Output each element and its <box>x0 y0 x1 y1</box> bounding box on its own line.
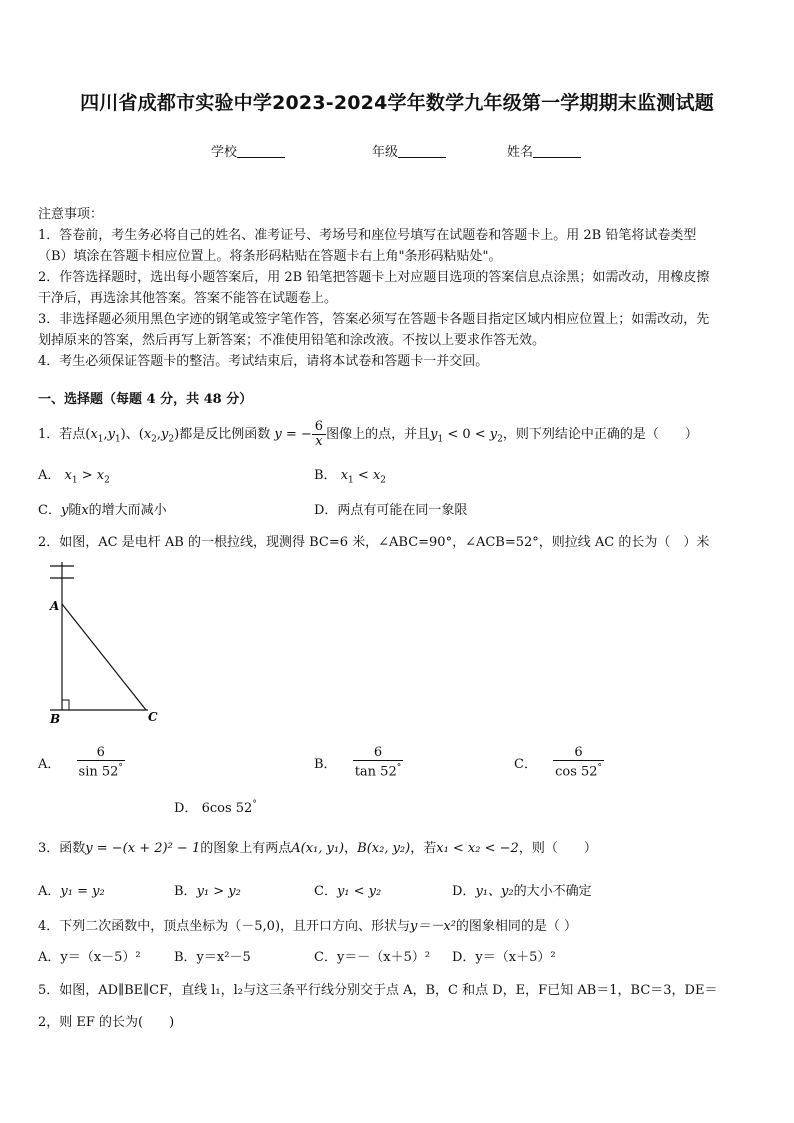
q1-fraction: $\frac{6}{x}$ <box>312 420 326 449</box>
name-label: 姓名 <box>507 145 534 160</box>
question-2: 2．如图，AC 是电杆 AB 的一根拉线，现测得 BC=6 米，∠ABC=90°，∠ACB=52°，则拉线 AC 的长为（ ）米 <box>38 535 710 550</box>
school-blank[interactable] <box>237 144 285 158</box>
q3-option-a[interactable]: A．y₁ = y₂ <box>38 884 105 899</box>
question-3: 3．函数y = −(x + 2)² − 1的图象上有两点A(x₁, y₁)，B(x₂, y₂)，若x₁ < x₂ < −2，则（ ） <box>38 841 597 856</box>
q2-option-c[interactable]: C． $\frac{6}{\cos 52^\circ}$ <box>514 745 603 780</box>
q1-tail: ，则下列结论中正确的是（ ） <box>502 427 698 442</box>
note-2a: 2．作答选择题时，选出每小题答案后，用 2B 铅笔把答题卡上对应题目选项的答案信息点涂黑；如需改动，用橡皮擦 <box>38 270 710 285</box>
q4-option-c[interactable]: C．y＝－（x＋5）² <box>314 950 431 965</box>
q1-option-c[interactable]: C．y随x的增大而减小 <box>38 503 167 518</box>
question-5-line-2: 2，则 EF 的长为( ) <box>38 1015 175 1030</box>
label-a: A <box>50 599 60 613</box>
page-title: 四川省成都市实验中学2023-2024学年数学九年级第一学期期末监测试题 <box>80 92 714 114</box>
q4-function: y＝－x² <box>410 919 456 934</box>
q3-option-d[interactable]: D．y₁、y₂的大小不确定 <box>452 884 592 899</box>
q1-func-y: y <box>274 427 282 442</box>
label-b: B <box>50 712 61 726</box>
q1-pre: 1．若点 <box>38 427 86 442</box>
q1-mid: 都是反比例函数 <box>179 427 271 442</box>
note-1b: （B）填涂在答题卡相应位置上。将条形码粘贴在答题卡右上角"条形码粘贴处"。 <box>38 249 502 264</box>
guy-wire-ac <box>62 604 146 710</box>
q2-option-a[interactable]: A． $\frac{6}{\sin 52^\circ}$ <box>38 745 123 780</box>
right-angle-mark <box>62 700 69 710</box>
q1-condition: $y_1 < 0 < y_2$ <box>430 427 503 445</box>
grade-label: 年级 <box>372 145 399 160</box>
q2-figure <box>40 558 170 728</box>
notes-heading: 注意事项： <box>38 207 104 222</box>
q1-points: $(x_1,y_1)$、$(x_2,y_2)$ <box>85 427 180 445</box>
q2-option-d[interactable]: D． 6cos 52° <box>174 799 257 816</box>
q4-option-d[interactable]: D．y＝（x＋5）² <box>452 950 556 965</box>
question-5-line-1: 5．如图，AD∥BE∥CF，直线 l₁，l₂与这三条平行线分别交于点 A，B，C 和点 D，E，F已知 AB＝1，BC＝3，DE＝ <box>38 983 718 998</box>
school-field[interactable] <box>211 141 285 160</box>
q3-point-a: A(x₁, y₁) <box>291 841 345 856</box>
note-3a: 3．非选择题必须用黑色字迹的钢笔或签字笔作答，答案必须写在答题卡各题目指定区域内相应位置上；如需改动，先 <box>38 312 710 327</box>
q3-option-c[interactable]: C．y₁ < y₂ <box>314 884 382 899</box>
q4-option-b[interactable]: B．y＝x²－5 <box>174 950 251 965</box>
question-1: 1．若点$(x_1,y_1)$、$(x_2,y_2)$都是反比例函数 y = − $\frac{6}{x}$ 图像上的点，并且$y_1 < 0 < y_2$，则下列结论中正确的是（ ） <box>38 419 698 449</box>
note-1a: 1．答卷前，考生务必将自己的姓名、准考证号、考场号和座位号填写在试题卷和答题卡上。用 2B 铅笔将试卷类型 <box>38 228 697 243</box>
name-blank[interactable] <box>533 144 581 158</box>
q1-option-a[interactable]: A． $x_1 > x_2$ <box>38 468 110 486</box>
q3-option-b[interactable]: B．y₁ > y₂ <box>174 884 241 899</box>
q2-option-b[interactable]: B． $\frac{6}{\tan 52^\circ}$ <box>314 745 402 780</box>
grade-blank[interactable] <box>398 144 446 158</box>
name-field[interactable] <box>507 141 581 160</box>
q1-option-b[interactable]: B． $x_1 < x_2$ <box>314 468 387 486</box>
q1-option-d[interactable]: D．两点有可能在同一象限 <box>314 503 468 518</box>
note-3b: 划掉原来的答案，然后再写上新答案；不准使用铅笔和涂改液。不按以上要求作答无效。 <box>38 333 546 348</box>
label-c: C <box>148 710 158 724</box>
note-2b: 干净后，再选涂其他答案。答案不能答在试题卷上。 <box>38 291 338 306</box>
note-4: 4．考生必须保证答题卡的整洁。考试结束后，请将本试卷和答题卡一并交回。 <box>38 354 489 369</box>
school-label: 学校 <box>211 145 238 160</box>
q1-after: 图像上的点，并且 <box>326 427 431 442</box>
q3-function: y = −(x + 2)² − 1 <box>85 841 201 856</box>
q3-inequality: x₁ < x₂ < −2 <box>436 841 519 856</box>
section-heading: 一、选择题（每题 4 分，共 48 分） <box>38 392 253 407</box>
question-4: 4．下列二次函数中，顶点坐标为（－5,0)，且开口方向、形状与y＝－x²的图象相同的是（ ） <box>38 919 578 934</box>
grade-field[interactable] <box>372 141 446 160</box>
q4-option-a[interactable]: A．y＝（x－5）² <box>38 950 141 965</box>
q3-point-b: B(x₂, y₂) <box>357 841 411 856</box>
